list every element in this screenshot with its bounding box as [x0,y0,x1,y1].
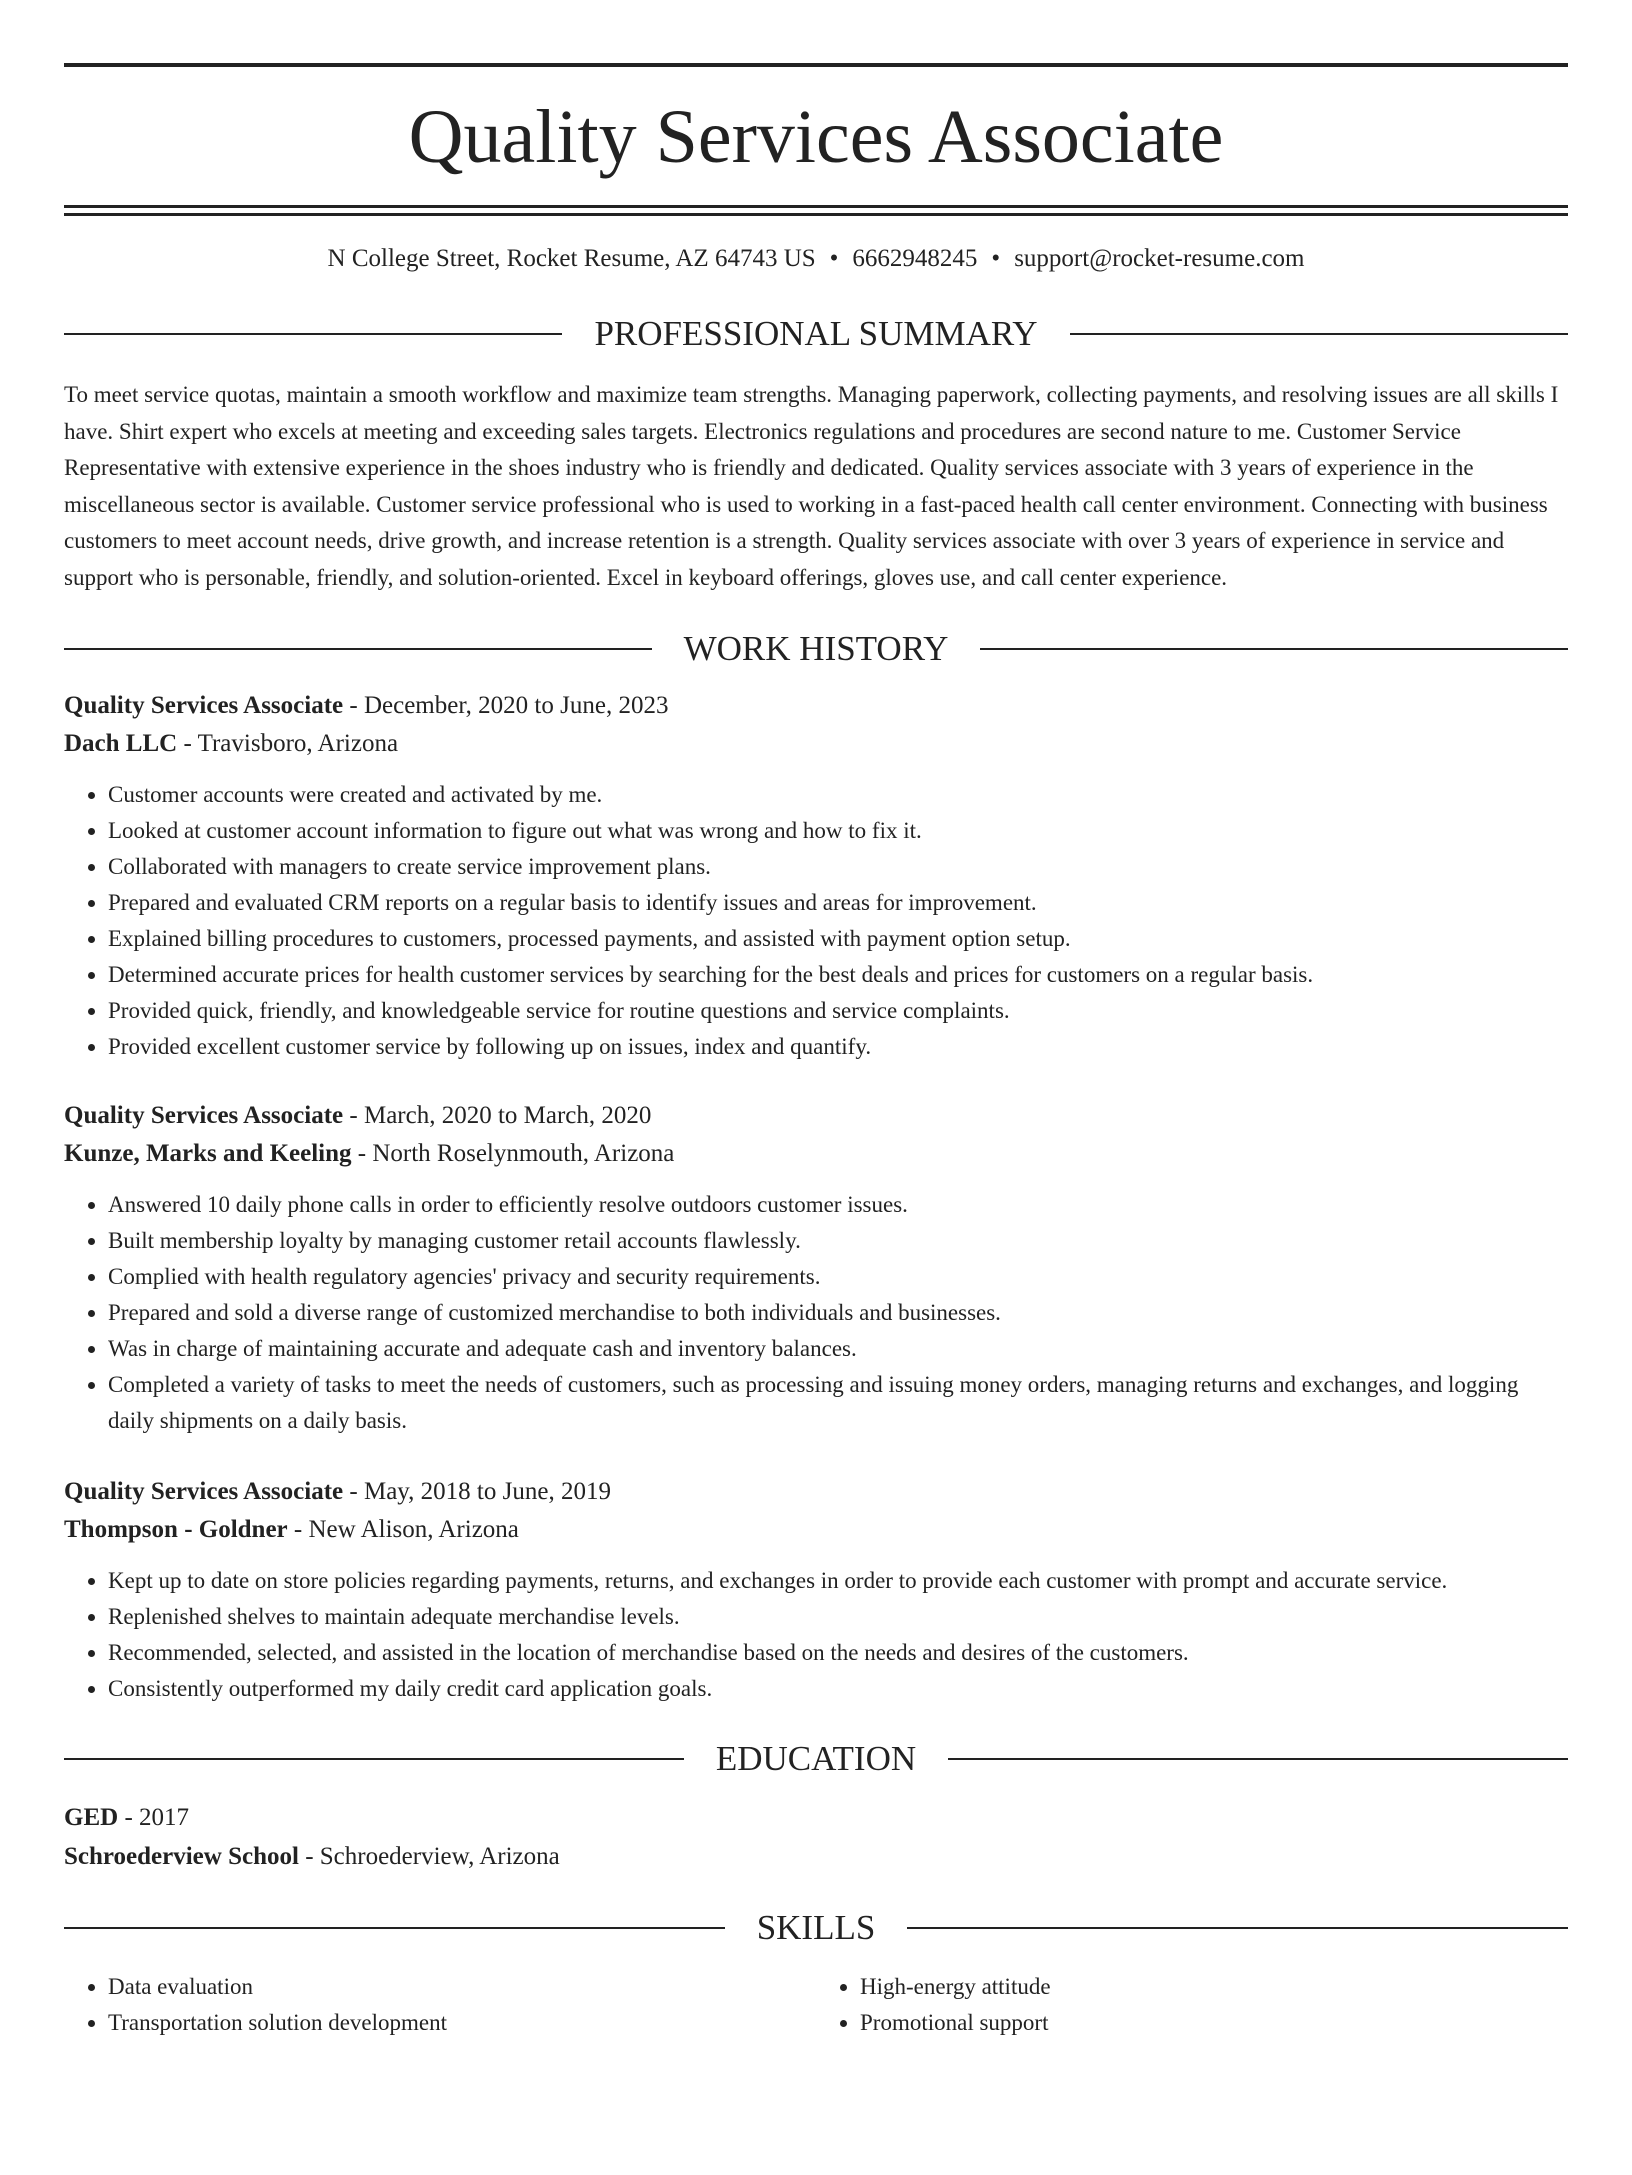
job-bullet: • Looked at customer account information to figure out what was wrong and how to fix it. [108,813,1568,849]
contact-separator: • [829,245,839,272]
job-bullets [64,1187,1568,1439]
contact-line [64,246,1568,271]
job-bullet: • Replenished shelves to maintain adequate merchandise levels. [108,1599,1568,1635]
job-dates: - December, 2020 to June, 2023 [343,692,669,719]
job-bullet: • Was in charge of maintaining accurate and adequate cash and inventory balances. [108,1331,1568,1367]
resume-page [0,63,1632,2175]
job-company-line [64,725,1568,763]
skills-column-right [816,1969,1568,2041]
section-heading-work-history: WORK HISTORY [64,631,1568,666]
contact-email[interactable]: support@rocket-resume.com [1014,245,1305,272]
job-title-line [64,1097,1568,1135]
job-company: Dach LLC [64,730,178,757]
job-title: Quality Services Associate [64,1102,344,1129]
job-bullet: • Prepared and sold a diverse range of customized merchandise to both individuals and businesses. [108,1295,1568,1331]
education-degree: GED [64,1804,119,1831]
job-title-line [64,687,1568,725]
job-bullet: • Determined accurate prices for health customer services by searching for the best deals and prices for customers on a regular basis. [108,957,1568,993]
job-entry [64,687,1568,1065]
job-bullet: • Answered 10 daily phone calls in order to efficiently resolve outdoors customer issues. [108,1187,1568,1223]
job-bullet: • Kept up to date on store policies regarding payments, returns, and exchanges in order to provide each customer with prompt and accurate service. [108,1563,1568,1599]
job-entry [64,1473,1568,1707]
skill-item: • High-energy attitude [860,1969,1568,2005]
job-bullet: • Consistently outperformed my daily credit card application goals. [108,1671,1568,1707]
job-company: Thompson - Goldner [64,1516,288,1543]
job-bullets [64,1563,1568,1707]
job-entry [64,1097,1568,1439]
job-bullet: • Complied with health regulatory agencies' privacy and security requirements. [108,1259,1568,1295]
section-heading-summary: PROFESSIONAL SUMMARY [64,316,1568,351]
job-bullet: • Recommended, selected, and assisted in the location of merchandise based on the needs and desires of the customers. [108,1635,1568,1671]
job-bullet: • Customer accounts were created and activated by me. [108,777,1568,813]
contact-phone[interactable]: 6662948245 [852,245,978,272]
title-double-rule [64,205,1568,216]
job-company: Kunze, Marks and Keeling [64,1140,352,1167]
job-location: - Travisboro, Arizona [177,730,399,757]
skill-item: • Promotional support [860,2005,1568,2041]
section-heading-education: EDUCATION [64,1741,1568,1776]
section-heading-skills: SKILLS [64,1910,1568,1945]
job-company-line [64,1511,1568,1549]
contact-address: N College Street, Rocket Resume, AZ 64743 US [327,245,816,272]
education-school-line [64,1837,1568,1876]
job-bullet: • Collaborated with managers to create service improvement plans. [108,849,1568,885]
job-title: Quality Services Associate [64,1478,344,1505]
job-location: - North Roselynmouth, Arizona [351,1140,675,1167]
job-bullet: • Completed a variety of tasks to meet the needs of customers, such as processing and issuing money orders, managing returns and exchanges, and logging daily shipments on a daily basis. [108,1367,1568,1439]
job-bullet: • Built membership loyalty by managing customer retail accounts flawlessly. [108,1223,1568,1259]
top-rule [64,63,1568,67]
skill-item: • Data evaluation [108,1969,816,2005]
education-year: - 2017 [118,1804,190,1831]
job-bullet: • Provided quick, friendly, and knowledgeable service for routine questions and service complaints. [108,993,1568,1029]
resume-title: Quality Services Associate [408,95,1224,179]
education-location: - Schroederview, Arizona [298,1843,560,1870]
job-dates: - May, 2018 to June, 2019 [343,1478,611,1505]
job-title: Quality Services Associate [64,692,344,719]
job-bullet: • Explained billing procedures to customers, processed payments, and assisted with payment option setup. [108,921,1568,957]
job-title-line [64,1473,1568,1511]
job-company-line [64,1135,1568,1173]
education-entry [64,1798,1568,1876]
job-bullet: • Prepared and evaluated CRM reports on a regular basis to identify issues and areas for improvement. [108,885,1568,921]
contact-separator: • [991,245,1001,272]
job-location: - New Alison, Arizona [287,1516,519,1543]
summary-text: To meet service quotas, maintain a smooth workflow and maximize team strengths. Managing paperwork, collecting payments, and resolving issues are all skills I have. Shirt expert who excels at meeting and exceeding sales targets. Electronics regulations and procedures are second nature to me. Customer Service Representative with extensive experience in the shoes industry who is friendly and dedicated. Quality services associate with 3 years of experience in the miscellaneous sector is available. Customer service professional who is used to working in a fast-paced health call center environment. Connecting with business customers to meet account needs, drive growth, and increase retention is a strength. Quality services associate with over 3 years of experience in service and support who is personable, friendly, and solution-oriented. Excel in keyboard offerings, gloves use, and call center experience. [64,382,1559,590]
skills-grid [64,1969,1568,2041]
skills-column-left [64,1969,816,2041]
job-bullet: • Provided excellent customer service by following up on issues, index and quantify. [108,1029,1568,1065]
education-school: Schroederview School [64,1843,299,1870]
education-degree-line [64,1798,1568,1837]
skill-item: • Transportation solution development [108,2005,816,2041]
job-bullets [64,777,1568,1065]
job-dates: - March, 2020 to March, 2020 [343,1102,652,1129]
